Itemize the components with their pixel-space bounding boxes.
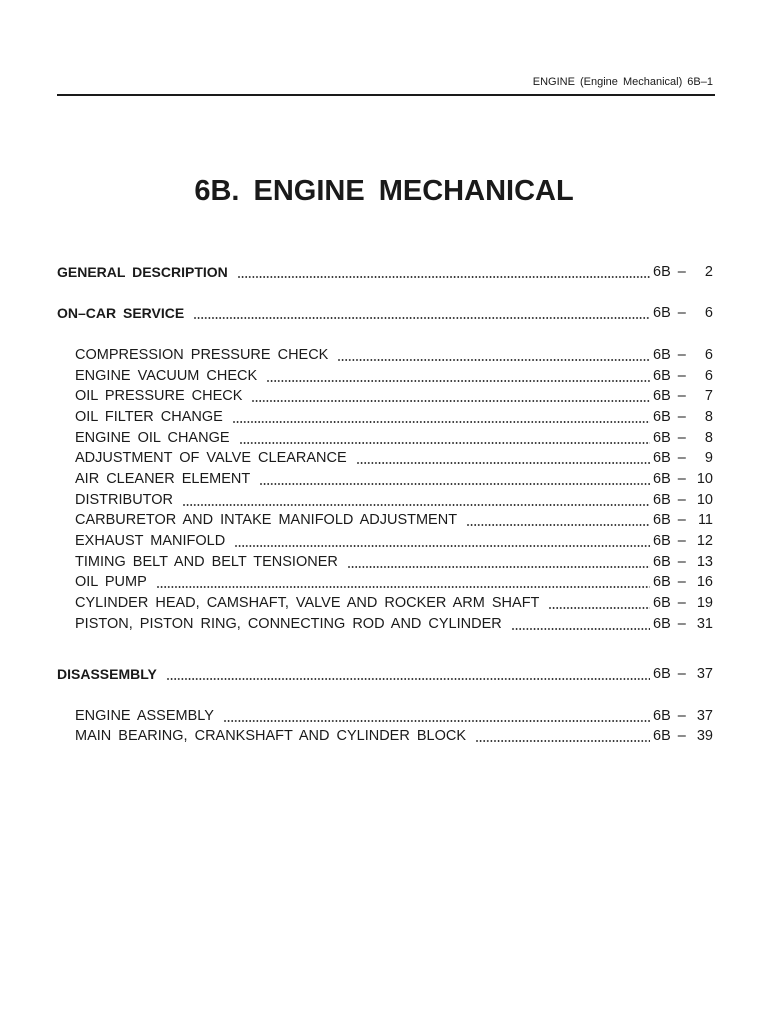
page-number: 37 <box>696 707 713 724</box>
section-code: 6B – <box>653 450 686 467</box>
toc-entry <box>57 552 713 573</box>
entry-title: PISTON, PISTON RING, CONNECTING ROD AND CYLINDER <box>75 615 502 632</box>
toc-section-heading <box>57 664 713 685</box>
toc-section <box>57 262 713 283</box>
entry-title: ENGINE VACUUM CHECK <box>75 367 258 384</box>
entry-title: EXHAUST MANIFOLD <box>75 533 226 550</box>
section-title: DISASSEMBLY <box>57 665 157 682</box>
toc-section-heading <box>57 262 713 283</box>
toc-entry <box>57 469 713 490</box>
page-reference <box>653 469 713 490</box>
toc-section-heading <box>57 303 713 324</box>
page-reference <box>653 428 713 449</box>
section-code: 6B – <box>653 595 686 612</box>
dot-leader <box>267 366 650 387</box>
dot-leader <box>260 469 650 490</box>
toc-entry <box>57 386 713 407</box>
dot-leader <box>238 262 650 283</box>
page-reference <box>653 448 713 469</box>
toc-entry <box>57 614 713 635</box>
entry-title: TIMING BELT AND BELT TENSIONER <box>75 553 338 570</box>
page-number: 31 <box>696 615 713 632</box>
page-reference <box>653 593 713 614</box>
page-reference <box>653 572 713 593</box>
toc-subitems <box>57 345 713 635</box>
section-code: 6B – <box>653 471 686 487</box>
toc-entry <box>57 407 713 428</box>
toc-entry <box>57 572 713 593</box>
dot-leader <box>157 572 650 593</box>
page-reference <box>653 303 713 324</box>
page-number: 7 <box>704 388 713 405</box>
toc-section <box>57 664 713 748</box>
page-number: 37 <box>696 665 713 682</box>
section-code: 6B – <box>653 408 686 425</box>
entry-title: COMPRESSION PRESSURE CHECK <box>75 346 329 363</box>
toc-entry <box>57 706 713 727</box>
page-reference <box>653 510 713 531</box>
section-code: 6B – <box>653 429 686 446</box>
dot-leader <box>167 664 650 685</box>
section-code: 6B – <box>653 491 686 508</box>
toc-entry <box>57 510 713 531</box>
page-number: 8 <box>704 429 713 446</box>
table-of-contents <box>57 262 713 747</box>
toc-entry <box>57 593 713 614</box>
page-number: 19 <box>696 595 713 612</box>
entry-title: ENGINE ASSEMBLY <box>75 707 214 724</box>
page-number: 6 <box>704 304 713 321</box>
page-reference <box>653 262 713 283</box>
dot-leader <box>224 706 650 727</box>
page-number: 10 <box>696 471 713 487</box>
entry-title: CYLINDER HEAD, CAMSHAFT, VALVE AND ROCKER ARM SHAFT <box>75 595 540 612</box>
dot-leader <box>348 552 650 573</box>
page-reference <box>653 552 713 573</box>
entry-title: OIL PUMP <box>75 574 147 591</box>
page-number: 6 <box>704 367 713 384</box>
toc-entry <box>57 490 713 511</box>
page-number: 16 <box>696 574 713 591</box>
toc-entry <box>57 428 713 449</box>
section-title: GENERAL DESCRIPTION <box>57 264 228 280</box>
page-number: 10 <box>696 491 713 508</box>
page-reference <box>653 386 713 407</box>
entry-title: DISTRIBUTOR <box>75 491 174 508</box>
dot-leader <box>183 490 650 511</box>
page-reference <box>653 614 713 635</box>
dot-leader <box>235 531 650 552</box>
page-number: 12 <box>696 533 713 550</box>
page-reference <box>653 664 713 685</box>
section-code: 6B – <box>653 367 686 384</box>
page-reference <box>653 706 713 727</box>
page-number: 6 <box>704 346 713 363</box>
section-code: 6B – <box>653 707 686 724</box>
entry-title: CARBURETOR AND INTAKE MANIFOLD ADJUSTMENT <box>75 512 458 529</box>
page-reference <box>653 366 713 387</box>
entry-title: AIR CLEANER ELEMENT <box>75 471 251 487</box>
section-code: 6B – <box>653 388 686 405</box>
page-number: 11 <box>697 512 713 529</box>
page-number: 13 <box>696 553 713 570</box>
section-code: 6B – <box>653 574 686 591</box>
dot-leader <box>357 448 650 469</box>
page-number: 8 <box>704 408 713 425</box>
dot-leader <box>512 614 650 635</box>
dot-leader <box>240 428 650 449</box>
section-code: 6B – <box>653 264 686 280</box>
dot-leader <box>476 726 650 747</box>
dot-leader <box>194 303 650 324</box>
toc-section <box>57 303 713 635</box>
dot-leader <box>338 345 650 366</box>
toc-entry <box>57 448 713 469</box>
toc-entry <box>57 366 713 387</box>
dot-leader <box>549 593 650 614</box>
section-code: 6B – <box>653 304 686 321</box>
dot-leader <box>252 386 650 407</box>
section-code: 6B – <box>653 512 686 529</box>
page-reference <box>653 407 713 428</box>
page-number: 39 <box>696 728 713 745</box>
page-number: 9 <box>704 450 713 467</box>
entry-title: OIL PRESSURE CHECK <box>75 388 243 405</box>
section-code: 6B – <box>653 553 686 570</box>
page-title: 6B. ENGINE MECHANICAL <box>194 175 574 207</box>
entry-title: ADJUSTMENT OF VALVE CLEARANCE <box>75 450 347 467</box>
section-title: ON–CAR SERVICE <box>57 304 185 321</box>
dot-leader <box>233 407 650 428</box>
page-number: 2 <box>704 264 713 280</box>
toc-subitems <box>57 706 713 747</box>
section-code: 6B – <box>653 346 686 363</box>
dot-leader <box>467 510 650 531</box>
page-reference <box>653 531 713 552</box>
header-rule <box>57 94 715 96</box>
page-reference <box>653 726 713 747</box>
page-reference <box>653 490 713 511</box>
running-header: ENGINE (Engine Mechanical) 6B–1 <box>532 76 713 88</box>
toc-entry <box>57 726 713 747</box>
entry-title: MAIN BEARING, CRANKSHAFT AND CYLINDER BLOCK <box>75 728 467 745</box>
entry-title: OIL FILTER CHANGE <box>75 408 223 425</box>
section-code: 6B – <box>653 665 686 682</box>
toc-entry <box>57 531 713 552</box>
section-code: 6B – <box>653 615 686 632</box>
page-reference <box>653 345 713 366</box>
toc-entry <box>57 345 713 366</box>
section-code: 6B – <box>653 728 686 745</box>
entry-title: ENGINE OIL CHANGE <box>75 429 230 446</box>
section-code: 6B – <box>653 533 686 550</box>
